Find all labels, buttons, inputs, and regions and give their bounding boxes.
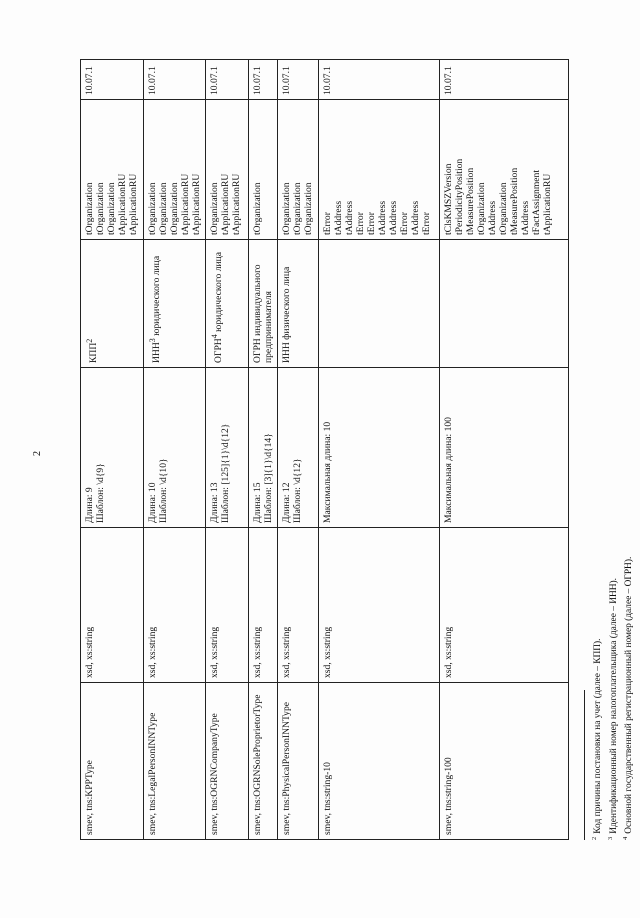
restriction-line: Длина: 13: [209, 482, 220, 523]
element-ref: tError: [322, 212, 333, 235]
footnote: [605, 140, 621, 840]
footnote-number: 3: [606, 836, 614, 840]
element-ref: tOrganization: [147, 182, 158, 235]
footnote-separator: [584, 690, 585, 840]
restrictions-cell: [440, 368, 569, 528]
description-cell: [81, 240, 144, 368]
restrictions-cell: [144, 368, 206, 528]
restriction-line: Шаблон: \d{9}: [95, 463, 106, 523]
element-ref: tClsKMSZVersion: [443, 163, 454, 235]
description-text: КПП: [88, 342, 100, 363]
types-table: [80, 59, 569, 840]
element-ref: tOrganization: [84, 182, 95, 235]
base-type-cell: xsd, xs:string: [206, 528, 249, 683]
restrictions-cell: [319, 368, 440, 528]
description-cell: [206, 240, 249, 368]
restrictions-cell: [278, 368, 319, 528]
description-text: ИНН: [151, 342, 163, 363]
element-ref: tError: [399, 212, 410, 235]
base-type-cell: xsd, xs:string: [440, 528, 569, 683]
description-cell: [440, 240, 569, 368]
element-ref: tError: [421, 212, 432, 235]
restriction-line: Максимальная длина: 100: [443, 417, 454, 523]
element-ref: tApplicationRU: [542, 173, 553, 235]
footnote-number: 2: [591, 836, 598, 840]
footnote-text: Идентификационный номер налогоплательщика (далее – ИНН).: [608, 577, 619, 834]
table-row: [144, 60, 206, 840]
footnote-number: 4: [622, 836, 630, 840]
elements-cell: [440, 100, 569, 240]
element-ref: tAddress: [333, 200, 344, 235]
element-ref: tOrganization: [303, 182, 314, 235]
element-ref: tMeasurePosition: [465, 167, 476, 235]
element-ref: tOrganization: [281, 182, 292, 235]
footnotes: [584, 140, 636, 840]
elements-cell: [206, 100, 249, 240]
restrictions-cell: [249, 368, 278, 528]
elements-cell: [278, 100, 319, 240]
type-name-cell: smev, tns:LegalPersonINNType: [144, 683, 206, 840]
restriction-line: Шаблон: [125]{1}\d{12}: [220, 423, 231, 523]
elements-cell: [249, 100, 278, 240]
table-row: [249, 60, 278, 840]
element-ref: tPeriodicityPosition: [454, 158, 465, 235]
table-row: [81, 60, 144, 840]
element-ref: tAddress: [487, 200, 498, 235]
element-ref: tApplicationRU: [180, 173, 191, 235]
version-cell: 10.07.1: [144, 60, 206, 100]
rotated-sheet: [80, 60, 635, 840]
element-ref: tFactAssignment: [531, 169, 542, 235]
restriction-line: Шаблон: \d{10}: [158, 458, 169, 523]
base-type-cell: xsd, xs:string: [81, 528, 144, 683]
version-cell: 10.07.1: [81, 60, 144, 100]
type-name-cell: smev, tns:PhysicalPersonINNType: [278, 683, 319, 840]
restriction-line: Длина: 12: [281, 482, 292, 523]
description-cell: [144, 240, 206, 368]
restrictions-cell: [206, 368, 249, 528]
element-ref: tAddress: [388, 200, 399, 235]
element-ref: tAddress: [344, 200, 355, 235]
element-ref: tApplicationRU: [231, 173, 242, 235]
element-ref: tOrganization: [106, 182, 117, 235]
footnote-text: Основной государственный регистрационный номер (далее – ОГРН).: [624, 556, 635, 834]
base-type-cell: xsd, xs:string: [278, 528, 319, 683]
type-name-cell: smev, tns:KPPType: [81, 683, 144, 840]
footnote-ref: 4: [210, 334, 219, 339]
element-ref: tOrganization: [476, 182, 487, 235]
restrictions-cell: [81, 368, 144, 528]
version-cell: 10.07.1: [249, 60, 278, 100]
element-ref: tOrganization: [209, 182, 220, 235]
description-rest: юридического лица: [151, 255, 163, 336]
base-type-cell: xsd, xs:string: [249, 528, 278, 683]
footnote-ref: 3: [148, 338, 157, 343]
table-row: [440, 60, 569, 840]
description-text: ОГРН: [213, 338, 225, 363]
element-ref: tApplicationRU: [220, 173, 231, 235]
footnote-text: Код причины постановки на учет (далее – КПП).: [593, 638, 604, 834]
description-cell: ОГРН индивидуального предпринимателя: [249, 240, 278, 368]
restriction-line: Длина: 9: [84, 487, 95, 523]
page-number: 2: [32, 451, 43, 456]
description-rest: юридического лица: [213, 251, 225, 332]
base-type-cell: xsd, xs:string: [144, 528, 206, 683]
table-row: [206, 60, 249, 840]
element-ref: tAddress: [377, 200, 388, 235]
element-ref: tOrganization: [498, 182, 509, 235]
elements-cell: [319, 100, 440, 240]
element-ref: tOrganization: [158, 182, 169, 235]
element-ref: tOrganization: [292, 182, 303, 235]
element-ref: tAddress: [520, 200, 531, 235]
element-ref: tApplicationRU: [117, 173, 128, 235]
base-type-cell: xsd, xs:string: [319, 528, 440, 683]
type-name-cell: smev, tns:OGRNCompanyType: [206, 683, 249, 840]
description-cell: [319, 240, 440, 368]
version-cell: 10.07.1: [278, 60, 319, 100]
type-name-cell: smev, tns:string-100: [440, 683, 569, 840]
element-ref: tOrganization: [169, 182, 180, 235]
type-name-cell: smev, tns:OGRNSoleProprietorType: [249, 683, 278, 840]
restriction-line: Длина: 10: [147, 482, 158, 523]
footnote-ref: 2: [85, 338, 94, 343]
element-ref: tError: [355, 212, 366, 235]
elements-cell: [81, 100, 144, 240]
element-ref: tError: [366, 212, 377, 235]
element-ref: tOrganization: [95, 182, 106, 235]
table-row: [278, 60, 319, 840]
footnote: [589, 140, 605, 840]
version-cell: 10.07.1: [319, 60, 440, 100]
type-name-cell: smev, tns:string-10: [319, 683, 440, 840]
restriction-line: Шаблон: [3]{1}\d{14}: [263, 433, 274, 523]
table-row: [319, 60, 440, 840]
element-ref: tAddress: [410, 200, 421, 235]
footnote: [620, 140, 636, 840]
version-cell: 10.07.1: [440, 60, 569, 100]
restriction-line: Максимальная длина: 10: [322, 421, 333, 523]
description-cell: ИНН физического лица: [278, 240, 319, 368]
restriction-line: Шаблон: \d{12}: [292, 458, 303, 523]
element-ref: tApplicationRU: [128, 173, 139, 235]
element-ref: tOrganization: [252, 182, 263, 235]
element-ref: tApplicationRU: [191, 173, 202, 235]
elements-cell: [144, 100, 206, 240]
restriction-line: Длина: 15: [252, 482, 263, 523]
version-cell: 10.07.1: [206, 60, 249, 100]
element-ref: tMeasurePosition: [509, 167, 520, 235]
